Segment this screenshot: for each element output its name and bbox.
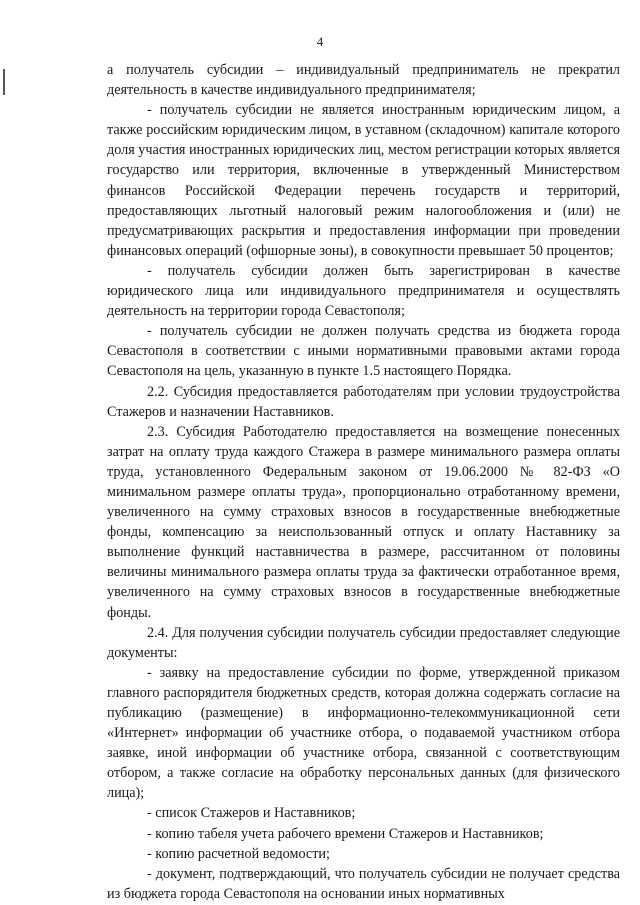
- document-body: [107, 60, 620, 904]
- page-number: 4: [316, 34, 324, 49]
- list-item-trainee-list: - список Стажеров и Наставников;: [147, 805, 356, 822]
- paragraph-2-4: 2.4. Для получения субсидии получатель субсидии предоставляет следующие документы:: [107, 624, 620, 661]
- list-item-application: - заявку на предоставление субсидии по форме, утвержденной приказом главного распорядителя бюджетных средств, которая должна содержать согласие на публикацию (размещение) в информационно-телекоммуникационной сети «Интернет» информации об участнике отбора, о подаваемой участником отбора заявке, иной информации об участнике отбора, связанной с соответствующим отбором, а также согласие на обработку персональных данных (для физического лица);: [107, 664, 620, 802]
- paragraph-2-2: 2.2. Субсидия предоставляется работодателям при условии трудоустройства Стажеров и назначении Наставников.: [107, 383, 620, 420]
- paragraph-no-other-funds-condition: - получатель субсидии не должен получать средства из бюджета города Севастополя в соответствии с иными нормативными правовыми актами города Севастополя на цель, указанную в пункте 1.5 настоящего Порядка.: [107, 323, 620, 380]
- list-item-timesheet-copy: - копию табеля учета рабочего времени Стажеров и Наставников;: [147, 825, 544, 842]
- scan-edge-mark: [3, 69, 5, 95]
- list-item-confirmation-document: - документ, подтверждающий, что получатель субсидии не получает средства из бюджета города Севастополя на основании иных нормативных: [107, 865, 620, 902]
- list-item-payroll-copy: - копию расчетной ведомости;: [147, 845, 330, 862]
- paragraph-foreign-entity-condition: - получатель субсидии не является иностранным юридическим лицом, а также российским юридическим лицом, в уставном (складочном) капитале которого доля участия иностранных юридических лиц, местом регистрации которых является государство или территория, включенные в утвержденный Министерством финансов Российской Федерации перечень государств и территорий, предоставляющих льготный налоговый режим налогообложения и (или) не предусматривающих раскрытия и предоставления информации при проведении финансовых операций (офшорные зоны), в совокупности превышает 50 процентов;: [107, 102, 620, 259]
- paragraph-2-3: 2.3. Субсидия Работодателю предоставляется на возмещение понесенных затрат на оплату труда каждого Стажера в размере минимального размера оплаты труда, установленного Федеральным законом от 19.06.2000 № 82-ФЗ «О минимальном размере оплаты труда», пропорционально отработанному времени, увеличенного на сумму страховых взносов в государственные внебюджетные фонды, компенсацию за неиспользованный отпуск и оплату Наставнику за выполнение функций наставничества в размере, рассчитанном от половины величины минимального размера оплаты труда за фактически отработанное время, увеличенного на сумму страховых взносов в государственные внебюджетные фонды.: [107, 423, 620, 621]
- paragraph-continuation: а получатель субсидии – индивидуальный предприниматель не прекратил деятельность в качестве индивидуального предпринимателя;: [107, 62, 620, 99]
- paragraph-registration-condition: - получатель субсидии должен быть зарегистрирован в качестве юридического лица или индивидуального предпринимателя и осуществлять деятельность на территории города Севастополя;: [107, 262, 620, 320]
